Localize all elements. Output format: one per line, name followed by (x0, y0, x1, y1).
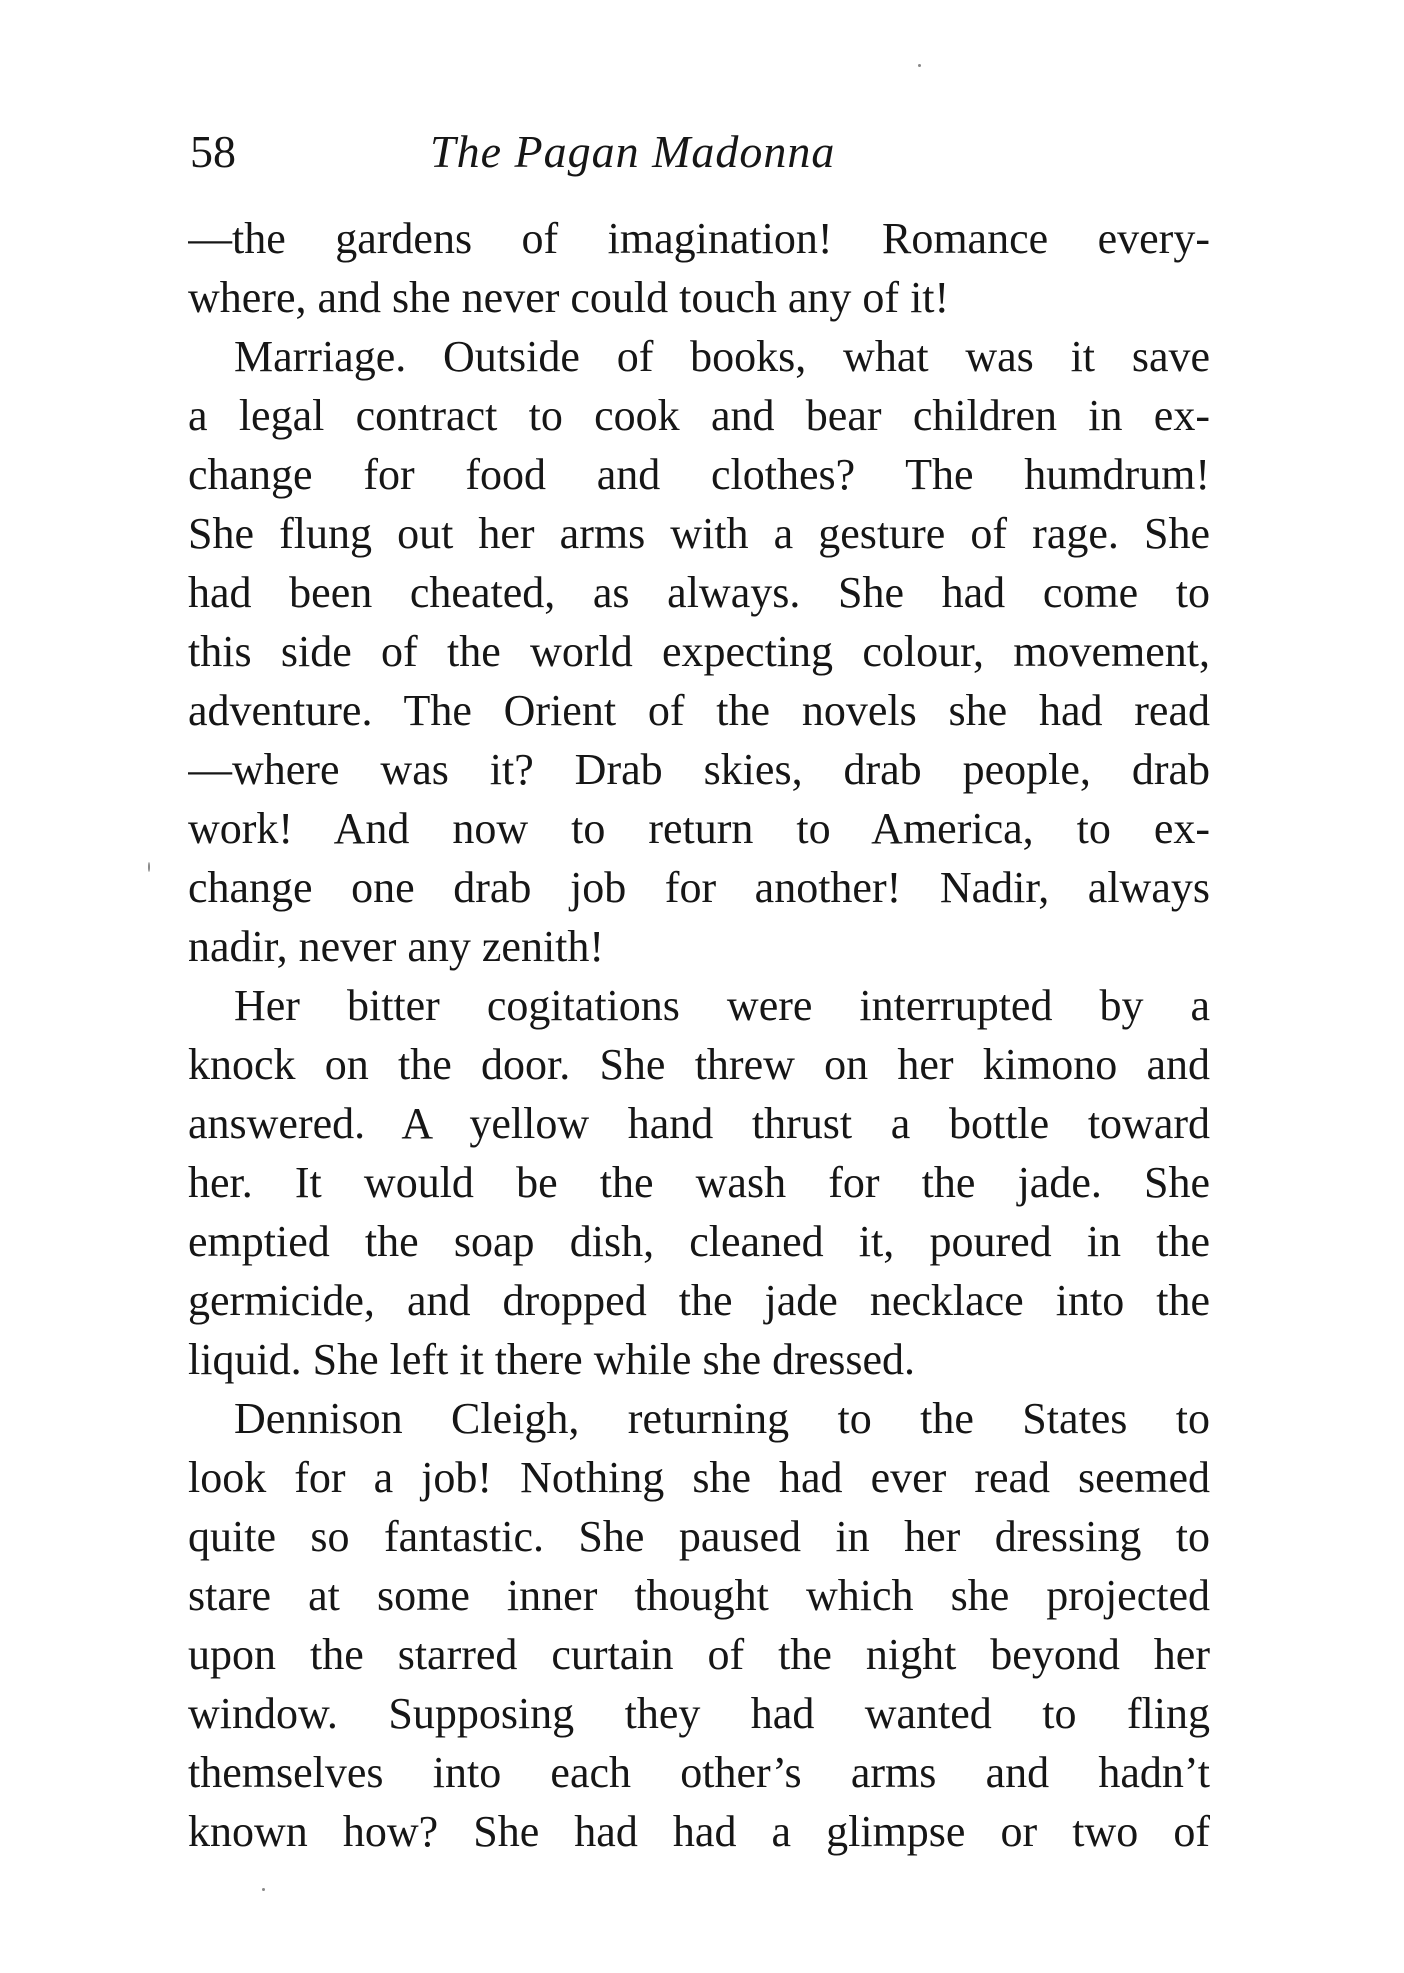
text-line: known how? She had had a glimpse or two of (188, 1807, 1210, 1856)
text-line: Marriage. Outside of books, what was it save (234, 332, 1210, 381)
text-line: —the gardens of imagination! Romance every- (188, 214, 1210, 263)
text-line: nadir, never any zenith! (188, 922, 605, 971)
text-line: liquid. She left it there while she dressed. (188, 1335, 916, 1384)
text-line: change one drab job for another! Nadir, always (188, 863, 1210, 912)
text-line: this side of the world expecting colour, movement, (188, 627, 1210, 676)
text-line: —where was it? Drab skies, drab people, drab (188, 745, 1210, 794)
text-line: adventure. The Orient of the novels she had read (188, 686, 1210, 735)
text-line: Dennison Cleigh, returning to the States to (234, 1394, 1210, 1443)
text-line: work! And now to return to America, to ex- (188, 804, 1210, 853)
paragraph (188, 976, 1210, 1389)
paragraph (188, 209, 1210, 327)
text-line: Her bitter cogitations were interrupted by a (234, 981, 1210, 1030)
paper-speck (262, 1888, 265, 1891)
page-header (190, 122, 1210, 182)
text-line: quite so fantastic. She paused in her dressing to (188, 1512, 1210, 1561)
paper-speck (148, 862, 150, 872)
text-line: had been cheated, as always. She had come to (188, 568, 1210, 617)
text-line: change for food and clothes? The humdrum! (188, 450, 1210, 499)
paper-speck (918, 64, 921, 67)
paragraph (188, 327, 1210, 976)
text-line: her. It would be the wash for the jade. She (188, 1158, 1210, 1207)
running-title: The Pagan Madonna (430, 126, 836, 177)
text-line: stare at some inner thought which she projected (188, 1571, 1210, 1620)
text-line: emptied the soap dish, cleaned it, poured in the (188, 1217, 1210, 1266)
text-line: where, and she never could touch any of it! (188, 273, 950, 322)
text-line: germicide, and dropped the jade necklace into the (188, 1276, 1210, 1325)
body-text (188, 209, 1210, 1861)
text-line: window. Supposing they had wanted to fling (188, 1689, 1210, 1738)
text-line: answered. A yellow hand thrust a bottle toward (188, 1099, 1210, 1148)
paragraph (188, 1389, 1210, 1861)
text-line: look for a job! Nothing she had ever read seemed (188, 1453, 1210, 1502)
text-line: She flung out her arms with a gesture of rage. She (188, 509, 1210, 558)
text-line: upon the starred curtain of the night beyond her (188, 1630, 1210, 1679)
text-line: knock on the door. She threw on her kimono and (188, 1040, 1210, 1089)
text-line: a legal contract to cook and bear children in ex- (188, 391, 1210, 440)
text-line: themselves into each other’s arms and hadn’t (188, 1748, 1210, 1797)
page-number: 58 (190, 126, 236, 177)
